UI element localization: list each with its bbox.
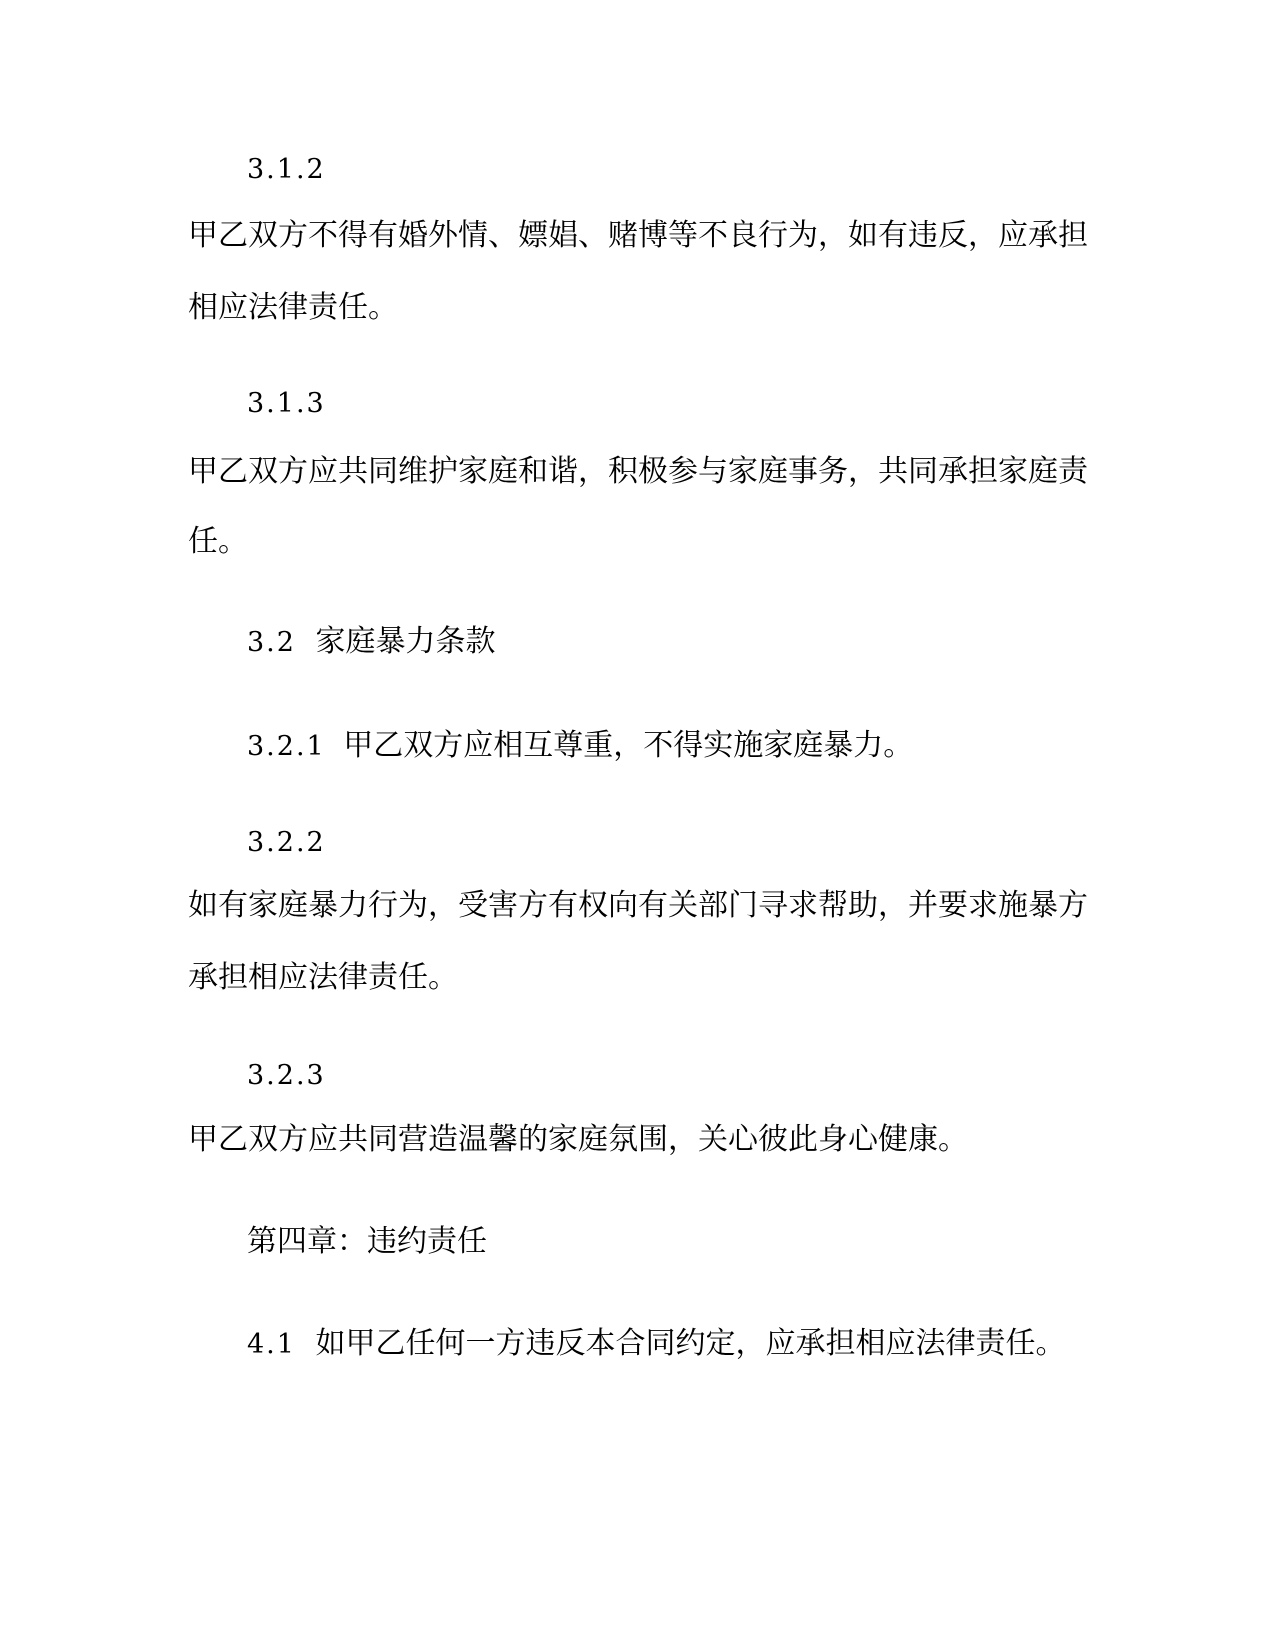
clause-number-3-1-3: 3.1.3 <box>247 388 326 419</box>
clause-text: 甲乙双方应相互尊重，不得实施家庭暴力。 <box>343 728 914 763</box>
section-title: 家庭暴力条款 <box>315 624 496 659</box>
clause-text-line: 承担相应法律责任。 <box>188 960 458 995</box>
clause-number-3-1-2: 3.1.2 <box>247 154 326 185</box>
clause-number-3-2-2: 3.2.2 <box>247 827 326 858</box>
clause-text-line: 相应法律责任。 <box>188 290 398 325</box>
section-number: 3.2 <box>247 627 296 658</box>
clause-text-line: 甲乙双方不得有婚外情、嫖娼、赌博等不良行为，如有违反，应承担 <box>188 218 1088 253</box>
clause-text: 如甲乙任何一方违反本合同约定，应承担相应法律责任。 <box>315 1326 1066 1361</box>
clause-number: 3.2.1 <box>247 731 326 762</box>
section-heading-3-2 <box>247 622 496 663</box>
clause-text-line: 任。 <box>188 524 248 559</box>
clause-number: 4.1 <box>247 1329 296 1360</box>
clause-4-1 <box>247 1324 1066 1365</box>
clause-number-3-2-3: 3.2.3 <box>247 1060 326 1091</box>
clause-text-line: 甲乙双方应共同营造温馨的家庭氛围，关心彼此身心健康。 <box>188 1122 968 1157</box>
clause-text-line: 如有家庭暴力行为，受害方有权向有关部门寻求帮助，并要求施暴方 <box>188 888 1088 923</box>
clause-3-2-1 <box>247 726 913 767</box>
clause-text-line: 甲乙双方应共同维护家庭和谐，积极参与家庭事务，共同承担家庭责 <box>188 454 1088 489</box>
chapter-heading: 第四章：违约责任 <box>247 1224 487 1259</box>
